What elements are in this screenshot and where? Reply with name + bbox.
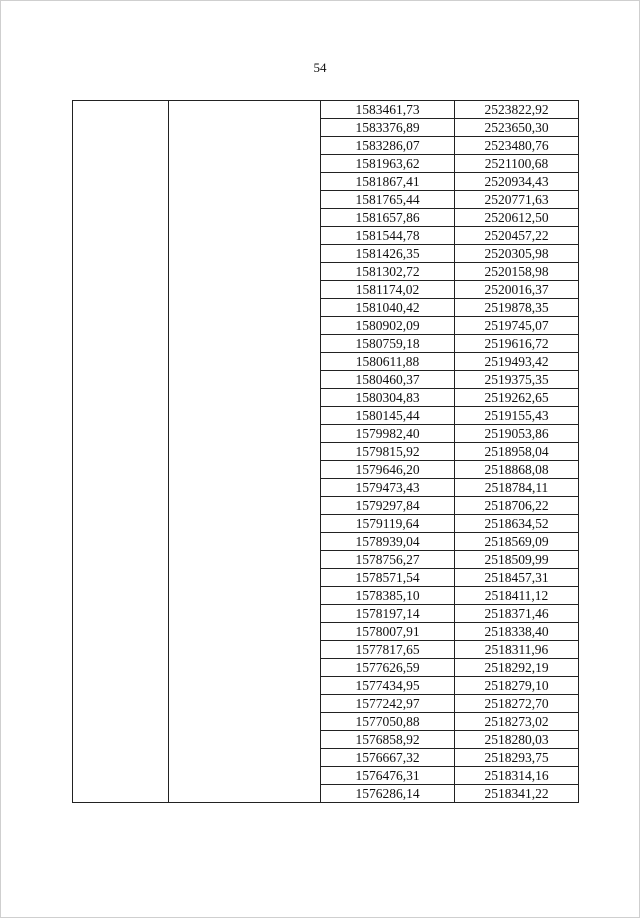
coordinate-y-cell: 2520016,37 [455, 281, 579, 299]
coordinate-x-cell: 1579473,43 [321, 479, 455, 497]
coordinates-table-body [73, 101, 579, 803]
coordinate-x-cell: 1581302,72 [321, 263, 455, 281]
coordinate-y-cell: 2518280,03 [455, 731, 579, 749]
coordinate-y-cell: 2518509,99 [455, 551, 579, 569]
coordinate-y-cell: 2523480,76 [455, 137, 579, 155]
coordinate-x-cell: 1580902,09 [321, 317, 455, 335]
coordinate-y-cell: 2518338,40 [455, 623, 579, 641]
coordinate-x-cell: 1577242,97 [321, 695, 455, 713]
coordinate-x-cell: 1583461,73 [321, 101, 455, 119]
coordinate-x-cell: 1580611,88 [321, 353, 455, 371]
coordinate-y-cell: 2520771,63 [455, 191, 579, 209]
coordinate-y-cell: 2519493,42 [455, 353, 579, 371]
page-number: 54 [313, 60, 327, 75]
coordinate-y-cell: 2518314,16 [455, 767, 579, 785]
coordinate-y-cell: 2523822,92 [455, 101, 579, 119]
coordinate-y-cell: 2521100,68 [455, 155, 579, 173]
coordinate-x-cell: 1577817,65 [321, 641, 455, 659]
merged-empty-cell-col1 [73, 101, 169, 803]
coordinate-y-cell: 2518784,11 [455, 479, 579, 497]
merged-empty-cell-col2 [169, 101, 321, 803]
coordinate-x-cell: 1581765,44 [321, 191, 455, 209]
coordinate-x-cell: 1580145,44 [321, 407, 455, 425]
coordinate-x-cell: 1577434,95 [321, 677, 455, 695]
coordinate-y-cell: 2518457,31 [455, 569, 579, 587]
coordinate-y-cell: 2518273,02 [455, 713, 579, 731]
coordinate-y-cell: 2519878,35 [455, 299, 579, 317]
coordinate-y-cell: 2518569,09 [455, 533, 579, 551]
coordinate-y-cell: 2520612,50 [455, 209, 579, 227]
coordinate-x-cell: 1576667,32 [321, 749, 455, 767]
coordinate-y-cell: 2518293,75 [455, 749, 579, 767]
coordinate-y-cell: 2518272,70 [455, 695, 579, 713]
coordinate-x-cell: 1581657,86 [321, 209, 455, 227]
coordinate-y-cell: 2520457,22 [455, 227, 579, 245]
coordinate-x-cell: 1580759,18 [321, 335, 455, 353]
coordinate-y-cell: 2523650,30 [455, 119, 579, 137]
coordinate-x-cell: 1578939,04 [321, 533, 455, 551]
coordinate-x-cell: 1579297,84 [321, 497, 455, 515]
coordinate-x-cell: 1580304,83 [321, 389, 455, 407]
coordinate-x-cell: 1577626,59 [321, 659, 455, 677]
coordinate-y-cell: 2519616,72 [455, 335, 579, 353]
coordinate-x-cell: 1578571,54 [321, 569, 455, 587]
coordinate-x-cell: 1583286,07 [321, 137, 455, 155]
coordinate-x-cell: 1578756,27 [321, 551, 455, 569]
coordinate-y-cell: 2520158,98 [455, 263, 579, 281]
coordinate-x-cell: 1578385,10 [321, 587, 455, 605]
coordinate-y-cell: 2518868,08 [455, 461, 579, 479]
coordinate-x-cell: 1576476,31 [321, 767, 455, 785]
coordinate-x-cell: 1581963,62 [321, 155, 455, 173]
coordinate-y-cell: 2518311,96 [455, 641, 579, 659]
coordinate-y-cell: 2520305,98 [455, 245, 579, 263]
coordinates-table [72, 100, 579, 803]
coordinate-x-cell: 1580460,37 [321, 371, 455, 389]
coordinate-y-cell: 2518706,22 [455, 497, 579, 515]
coordinate-x-cell: 1581867,41 [321, 173, 455, 191]
coordinate-y-cell: 2518292,19 [455, 659, 579, 677]
coordinate-y-cell: 2520934,43 [455, 173, 579, 191]
coordinate-x-cell: 1581544,78 [321, 227, 455, 245]
coordinate-y-cell: 2518341,22 [455, 785, 579, 803]
coordinate-x-cell: 1579646,20 [321, 461, 455, 479]
coordinate-x-cell: 1581426,35 [321, 245, 455, 263]
coordinate-y-cell: 2518634,52 [455, 515, 579, 533]
coordinate-y-cell: 2519155,43 [455, 407, 579, 425]
coordinate-x-cell: 1576858,92 [321, 731, 455, 749]
coordinate-x-cell: 1576286,14 [321, 785, 455, 803]
coordinate-x-cell: 1579119,64 [321, 515, 455, 533]
coordinate-x-cell: 1581040,42 [321, 299, 455, 317]
coordinate-x-cell: 1578197,14 [321, 605, 455, 623]
coordinate-y-cell: 2519375,35 [455, 371, 579, 389]
coordinate-x-cell: 1581174,02 [321, 281, 455, 299]
coordinate-y-cell: 2518371,46 [455, 605, 579, 623]
coordinate-x-cell: 1579815,92 [321, 443, 455, 461]
coordinate-y-cell: 2519745,07 [455, 317, 579, 335]
coordinate-x-cell: 1579982,40 [321, 425, 455, 443]
coordinate-x-cell: 1583376,89 [321, 119, 455, 137]
coordinate-y-cell: 2519053,86 [455, 425, 579, 443]
coordinate-y-cell: 2518958,04 [455, 443, 579, 461]
coordinate-y-cell: 2518411,12 [455, 587, 579, 605]
coordinate-y-cell: 2518279,10 [455, 677, 579, 695]
coordinate-x-cell: 1578007,91 [321, 623, 455, 641]
table-row [73, 101, 579, 119]
coordinate-y-cell: 2519262,65 [455, 389, 579, 407]
coordinate-x-cell: 1577050,88 [321, 713, 455, 731]
